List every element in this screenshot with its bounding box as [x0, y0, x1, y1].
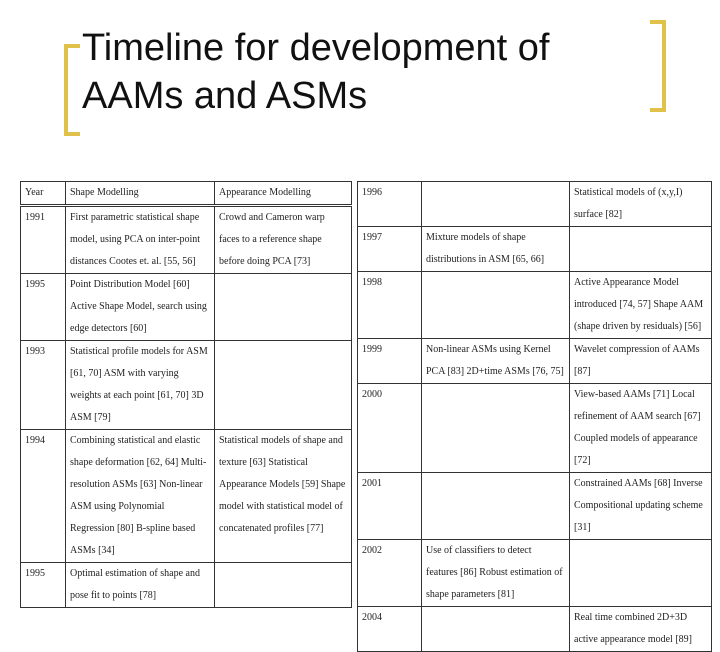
- shape-cell: [422, 384, 570, 473]
- table-row: [358, 182, 712, 227]
- slide-title-line-1: Timeline for development of: [82, 27, 550, 69]
- header-appearance-modelling: Appearance Modelling: [215, 182, 352, 206]
- table-row: [358, 540, 712, 607]
- table-row: [358, 227, 712, 272]
- table-row: [21, 206, 352, 274]
- header-shape-modelling: Shape Modelling: [66, 182, 215, 206]
- year-cell: 1995: [21, 274, 66, 341]
- appearance-cell: Statistical models of shape and texture [63] Statistical Appearance Models [59] Shape model with statistical model of concatenated profiles [77]: [215, 430, 352, 563]
- header-year: Year: [21, 182, 66, 206]
- year-cell: 2000: [358, 384, 422, 473]
- appearance-cell: Real time combined 2D+3D active appearance model [89]: [570, 607, 712, 652]
- appearance-cell: [570, 227, 712, 272]
- left-bracket-decoration: [64, 44, 80, 136]
- shape-cell: Optimal estimation of shape and pose fit to points [78]: [66, 563, 215, 608]
- appearance-cell: Statistical models of (x,y,I) surface [82]: [570, 182, 712, 227]
- shape-cell: Non-linear ASMs using Kernel PCA [83] 2D+time ASMs [76, 75]: [422, 339, 570, 384]
- appearance-cell: [570, 540, 712, 607]
- table-row: [358, 339, 712, 384]
- year-cell: 1999: [358, 339, 422, 384]
- appearance-cell: [215, 274, 352, 341]
- year-cell: 1991: [21, 206, 66, 274]
- year-cell: 2004: [358, 607, 422, 652]
- appearance-cell: Crowd and Cameron warp faces to a reference shape before doing PCA [73]: [215, 206, 352, 274]
- shape-cell: Mixture models of shape distributions in ASM [65, 66]: [422, 227, 570, 272]
- timeline-table-right: [357, 181, 712, 652]
- shape-cell: [422, 473, 570, 540]
- table-row: [358, 384, 712, 473]
- shape-cell: [422, 607, 570, 652]
- shape-cell: Statistical profile models for ASM [61, 70] ASM with varying weights at each point [61, 70] 3D ASM [79]: [66, 341, 215, 430]
- appearance-cell: Constrained AAMs [68] Inverse Compositional updating scheme [31]: [570, 473, 712, 540]
- table-row: [358, 607, 712, 652]
- year-cell: 2001: [358, 473, 422, 540]
- slide-title: [82, 24, 642, 120]
- year-cell: 1998: [358, 272, 422, 339]
- year-cell: 1995: [21, 563, 66, 608]
- year-cell: 1996: [358, 182, 422, 227]
- shape-cell: First parametric statistical shape model, using PCA on inter-point distances Cootes et. al. [55, 56]: [66, 206, 215, 274]
- table-row: [21, 341, 352, 430]
- year-cell: 1993: [21, 341, 66, 430]
- shape-cell: Use of classifiers to detect features [86] Robust estimation of shape parameters [81]: [422, 540, 570, 607]
- timeline-table-left: [20, 181, 352, 608]
- slide-title-line-2: AAMs and ASMs: [82, 75, 368, 117]
- shape-cell: Point Distribution Model [60] Active Shape Model, search using edge detectors [60]: [66, 274, 215, 341]
- shape-cell: [422, 272, 570, 339]
- table-row: [21, 274, 352, 341]
- year-cell: 1997: [358, 227, 422, 272]
- appearance-cell: Wavelet compression of AAMs [87]: [570, 339, 712, 384]
- shape-cell: [422, 182, 570, 227]
- shape-cell: Combining statistical and elastic shape deformation [62, 64] Multi-resolution ASMs [63] Non-linear ASM using Polynomial Regression [80] B-spline based ASMs [34]: [66, 430, 215, 563]
- year-cell: 2002: [358, 540, 422, 607]
- table-row: [358, 272, 712, 339]
- table-row: [21, 430, 352, 563]
- appearance-cell: [215, 563, 352, 608]
- appearance-cell: Active Appearance Model introduced [74, 57] Shape AAM (shape driven by residuals) [56]: [570, 272, 712, 339]
- appearance-cell: [215, 341, 352, 430]
- year-cell: 1994: [21, 430, 66, 563]
- table-header-row: [21, 182, 352, 206]
- table-row: [358, 473, 712, 540]
- appearance-cell: View-based AAMs [71] Local refinement of AAM search [67] Coupled models of appearance [72]: [570, 384, 712, 473]
- right-bracket-decoration: [650, 20, 666, 112]
- table-row: [21, 563, 352, 608]
